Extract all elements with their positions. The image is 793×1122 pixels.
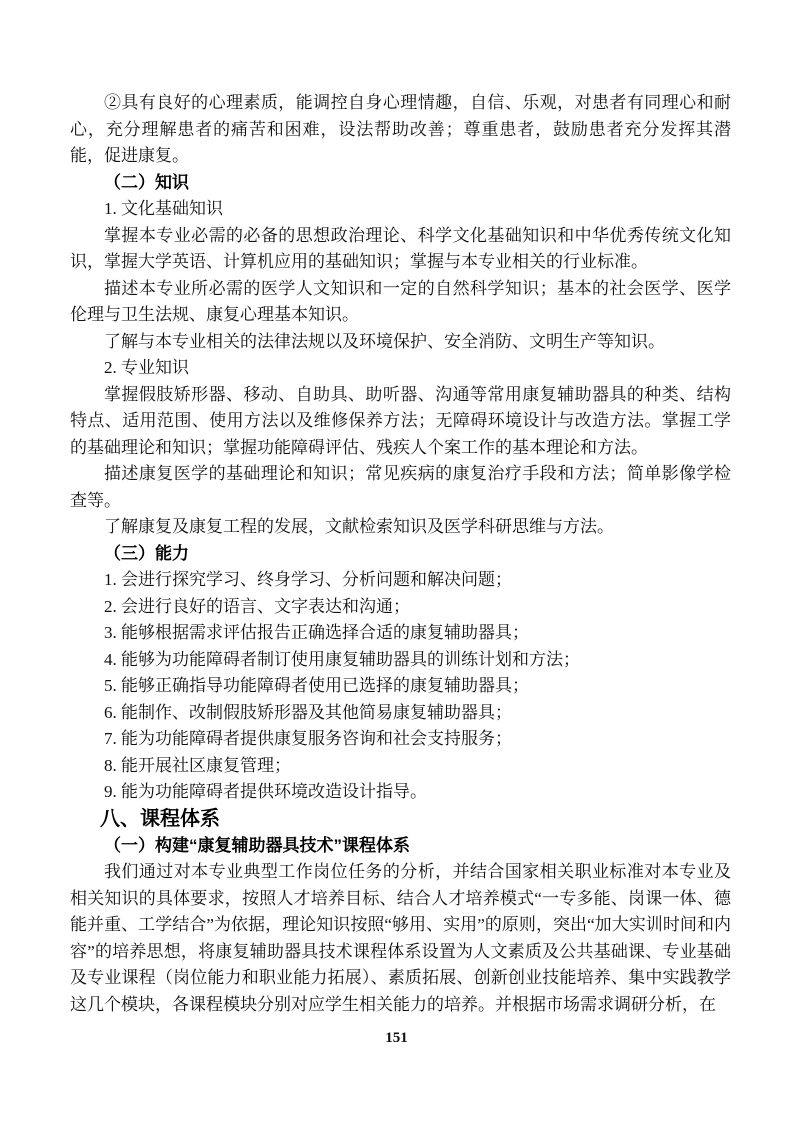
ability-item-3: 3. 能够根据需求评估报告正确选择合适的康复辅助器具； — [104, 623, 529, 642]
heading-ability-section: （三）能力 — [104, 543, 189, 563]
document-content — [70, 90, 731, 1018]
paragraph-culture-2: 描述本专业所必需的医学人文知识和一定的自然科学知识；基本的社会医学、医学伦理与卫生法规、康复心理基本知识。 — [70, 278, 731, 324]
subheading-build-curriculum: （一）构建“康复辅助器具技术”课程体系 — [104, 835, 410, 855]
paragraph-culture-1: 掌握本专业必需的必备的思想政治理论、科学文化基础知识和中华优秀传统文化知识，掌握大学英语、计算机应用的基础知识；掌握与本专业相关的行业标准。 — [70, 225, 731, 271]
ability-item-8: 8. 能开展社区康复管理； — [104, 755, 291, 775]
paragraph-curriculum-build: 我们通过对本专业典型工作岗位任务的分析，并结合国家相关职业标准对本专业及相关知识的具体要求，按照人才培养目标、结合人才培养模式“一专多能、岗课一体、德能并重、工学结合”为依据，理论知识按照“够用、实用”的原则，突出“加大实训时间和内容”的培养思想，将康复辅助器具技术课程体系设置为人文素质及公共基础课、专业基础及专业课程（岗位能力和职业能力拓展）、素质拓展、创新创业技能培养、集中实践教学这几个模块，各课程模块分别对应学生相关能力的培养。并根据市场需求调研分析，在 — [70, 862, 731, 1014]
subheading-professional-knowledge: 2. 专业知识 — [104, 358, 189, 377]
paragraph-professional-3: 了解康复及康复工程的发展，文献检索知识及医学科研思维与方法。 — [104, 517, 614, 536]
heading-curriculum-system: 八、课程体系 — [100, 807, 220, 830]
ability-item-7: 7. 能为功能障碍者提供康复服务咨询和社会支持服务； — [104, 729, 512, 748]
heading-knowledge-section: （二）知识 — [104, 172, 189, 192]
ability-item-9: 9. 能为功能障碍者提供环境改造设计指导。 — [104, 782, 427, 801]
ability-item-6: 6. 能制作、改制假肢矫形器及其他简易康复辅助器具； — [104, 702, 512, 722]
page-number: 151 — [385, 1030, 408, 1046]
ability-item-1: 1. 会进行探究学习、终身学习、分析问题和解决问题； — [104, 570, 512, 589]
paragraph-professional-2: 描述康复医学的基础理论和知识；常见疾病的康复治疗手段和方法；简单影像学检查等。 — [70, 464, 731, 510]
paragraph-psych-quality: ②具有良好的心理素质，能调控自身心理情趣，自信、乐观，对患者有同理心和耐心，充分理解患者的痛苦和困难，设法帮助改善；尊重患者，鼓励患者充分发挥其潜能，促进康复。 — [70, 93, 731, 165]
paragraph-culture-3: 了解与本专业相关的法律法规以及环境保护、安全消防、文明生产等知识。 — [104, 331, 665, 351]
ability-item-5: 5. 能够正确指导功能障碍者使用已选择的康复辅助器具； — [104, 676, 529, 695]
ability-item-2: 2. 会进行良好的语言、文字表达和沟通； — [104, 596, 410, 616]
paragraph-professional-1: 掌握假肢矫形器、移动、自助具、助听器、沟通等常用康复辅助器具的种类、结构特点、适用范围、使用方法以及维修保养方法；无障碍环境设计与改造方法。掌握工学的基础理论和知识；掌握功能障碍评估、残疾人个案工作的基本理论和方法。 — [70, 384, 731, 457]
subheading-culture-knowledge: 1. 文化基础知识 — [104, 199, 223, 218]
ability-item-4: 4. 能够为功能障碍者制订使用康复辅助器具的训练计划和方法； — [104, 649, 580, 669]
